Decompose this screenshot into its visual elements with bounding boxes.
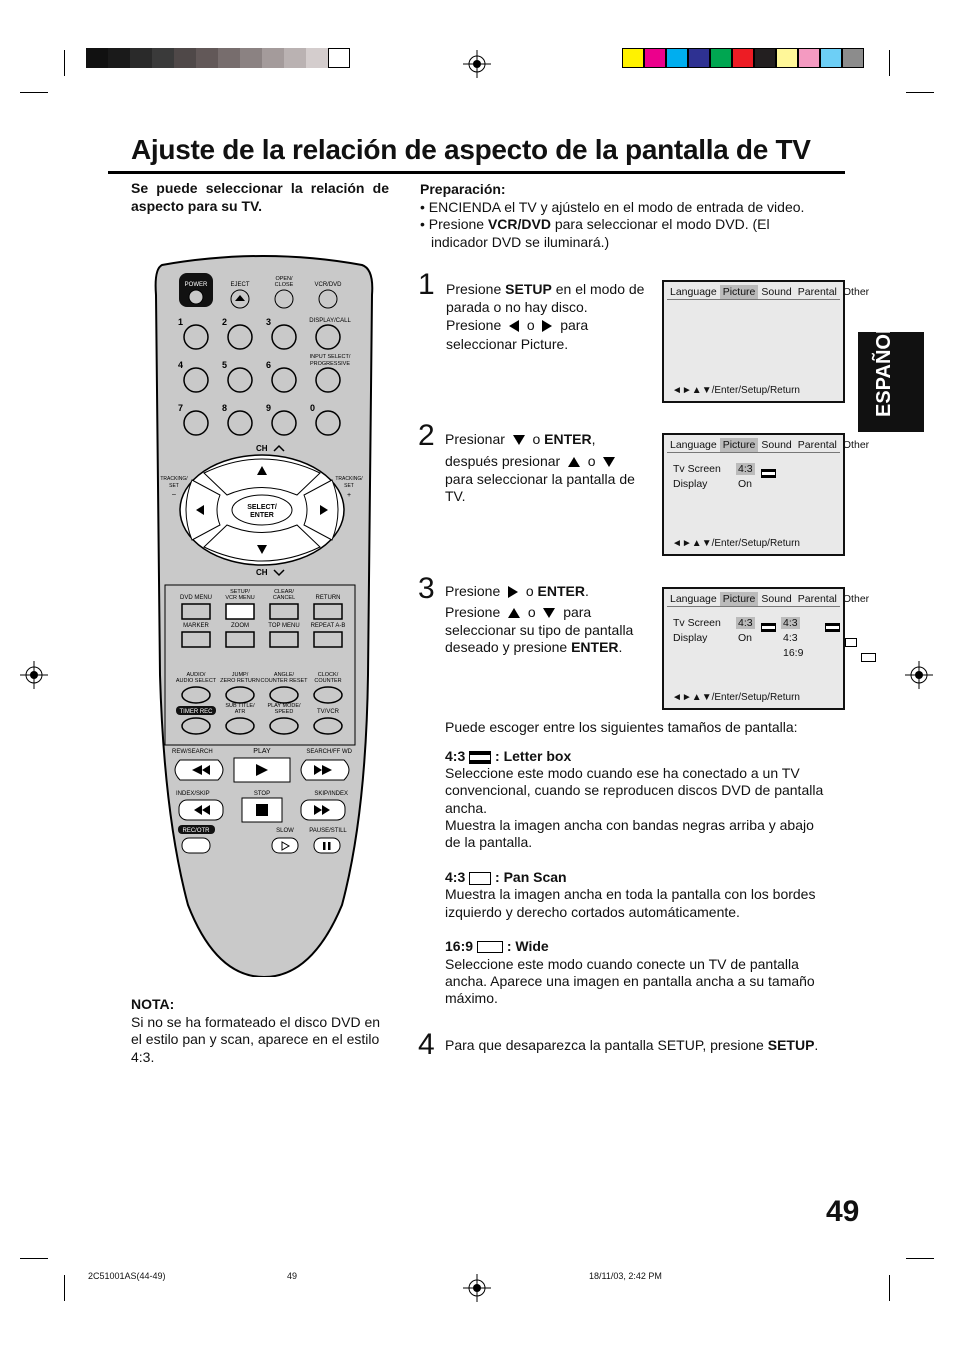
crop-mark xyxy=(889,1275,890,1301)
gray-swatch xyxy=(152,48,174,68)
letterbox-desc-5: de la pantalla. xyxy=(445,834,533,850)
t: para xyxy=(563,604,592,620)
prep-item-2-c: para seleccionar el modo DVD. (El xyxy=(550,216,770,232)
osd-option-wide: 16:9 xyxy=(783,647,804,659)
osd-tab: Language xyxy=(670,593,717,605)
search-ff-label: SEARCH/FF WD xyxy=(306,749,352,755)
down-arrow-icon xyxy=(603,457,615,467)
t: para xyxy=(560,317,589,333)
prep-heading: Preparación: xyxy=(420,181,506,197)
t: : Letter box xyxy=(495,748,572,764)
color-swatch xyxy=(798,48,820,68)
letterbox-desc-3: ancha. xyxy=(445,800,488,816)
step-3-line-1 xyxy=(445,583,589,601)
key-label: TV/VCR xyxy=(316,709,340,715)
osd-display-value: On xyxy=(738,632,753,644)
prep-item-1-text: ENCIENDA el TV y ajústelo en el modo de entrada de video. xyxy=(428,199,805,215)
color-swatch xyxy=(644,48,666,68)
function-key[interactable] xyxy=(182,604,210,619)
osd-display-value: On xyxy=(738,478,753,490)
footer-file: 2C51001AS(44-49) xyxy=(88,1271,166,1281)
osd-tab: Parental xyxy=(797,439,837,451)
osd-tab: Sound xyxy=(761,593,792,605)
function-key[interactable] xyxy=(182,632,210,647)
key-label: VCR MENU xyxy=(225,595,255,601)
gray-swatch xyxy=(240,48,262,68)
footer-date: 18/11/03, 2:42 PM xyxy=(589,1271,662,1281)
gray-swatch xyxy=(306,48,328,68)
key-label: JUMP/ xyxy=(231,672,249,678)
digit-label: 1 xyxy=(178,317,184,327)
color-swatch xyxy=(820,48,842,68)
function-key[interactable] xyxy=(182,687,210,703)
key-label: TIMER REC xyxy=(179,709,213,715)
step-2-number: 2 xyxy=(418,419,435,452)
power-key[interactable] xyxy=(189,290,203,304)
rec-otr-label: REC/OTR xyxy=(182,828,210,834)
input-select-label-2: PROGRESSIVE xyxy=(309,361,351,367)
color-swatch xyxy=(776,48,798,68)
wide-heading xyxy=(445,938,549,956)
step-3-number: 3 xyxy=(418,572,435,605)
function-key[interactable] xyxy=(226,632,254,647)
t: en el modo de xyxy=(551,281,645,297)
left-arrow-icon xyxy=(509,320,519,332)
digit-label: 3 xyxy=(266,317,272,327)
digit-label: 2 xyxy=(222,317,228,327)
power-label: POWER xyxy=(184,282,208,288)
digit-label: 4 xyxy=(178,360,184,370)
registration-target-icon xyxy=(463,1274,491,1302)
t: Presione xyxy=(445,604,501,620)
function-key[interactable] xyxy=(314,632,342,647)
t: Para que desaparezca la pantalla SETUP, presione xyxy=(445,1037,768,1053)
index-skip-label: INDEX/SKIP xyxy=(176,791,210,797)
input-select-label-1: INPUT SELECT/ xyxy=(309,354,351,360)
key-label: SPEED xyxy=(274,709,294,715)
t: , xyxy=(591,431,596,447)
t: : Pan Scan xyxy=(495,869,567,885)
crop-mark xyxy=(20,92,48,93)
right-arrow-icon xyxy=(508,586,518,598)
function-key[interactable] xyxy=(182,718,210,734)
page-title: Ajuste de la relación de aspecto de la pantalla de TV xyxy=(131,134,811,165)
digit-label: 6 xyxy=(266,360,272,370)
step-1-line-2: parada o no hay disco. xyxy=(446,299,588,315)
wide-desc-2: ancha. Aparece una imagen en pantalla ancha a su tamaño xyxy=(445,973,815,989)
t: o xyxy=(525,583,538,599)
enter-key: ENTER xyxy=(544,431,592,447)
digit-label: 0 xyxy=(310,403,316,413)
color-swatch xyxy=(754,48,776,68)
key-label: AUDIO/ xyxy=(186,672,206,678)
letterbox-desc-2: convencional, cuando se reproducen discos DVD de pantalla xyxy=(445,782,824,798)
letterbox-icon xyxy=(469,751,491,764)
digit-button[interactable] xyxy=(316,411,340,435)
t: o xyxy=(532,431,545,447)
step-4-text xyxy=(445,1037,818,1055)
panscan-icon xyxy=(845,638,857,647)
t: 4:3 xyxy=(445,748,466,764)
sizes-intro: Puede escoger entre los siguientes tamaños de pantalla: xyxy=(445,719,798,735)
gray-swatch xyxy=(328,48,350,68)
step-2-line-4: TV. xyxy=(445,488,466,504)
t: . xyxy=(618,639,623,655)
registration-target-icon xyxy=(905,661,933,689)
t: . xyxy=(584,583,589,599)
language-tab xyxy=(858,321,924,432)
prep-item-2-a: Presione xyxy=(428,216,488,232)
letterbox-icon xyxy=(761,469,776,478)
osd-tab: Other xyxy=(842,439,870,451)
osd-tab: Other xyxy=(842,593,870,605)
osd-tab-selected: Picture xyxy=(720,285,759,299)
function-key[interactable] xyxy=(270,687,298,703)
footer-page: 49 xyxy=(287,1271,298,1281)
osd-tab-selected: Picture xyxy=(720,592,759,606)
osd-tv-screen-label: Tv Screen xyxy=(673,463,721,475)
key-label: ANGLE/ xyxy=(273,672,295,678)
pause-icon xyxy=(323,842,326,850)
osd-tabs xyxy=(667,592,870,607)
step-3-line-3: seleccionar su tipo de pantalla xyxy=(445,622,634,638)
registration-target-icon xyxy=(20,661,48,689)
wide-icon xyxy=(861,653,876,662)
open-close-label-2: CLOSE xyxy=(274,282,294,288)
osd-option-panscan: 4:3 xyxy=(783,632,798,644)
step-1-number: 1 xyxy=(418,268,435,301)
note-line-2: el estilo pan y scan, aparece en el estilo xyxy=(131,1031,380,1047)
step-1-line-4: seleccionar Picture. xyxy=(446,336,569,352)
key-label: COUNTER RESET xyxy=(260,678,308,684)
key-label: SUB TITLE/ xyxy=(225,703,255,709)
digit-label: 9 xyxy=(266,403,272,413)
enter-label: ENTER xyxy=(250,512,274,519)
skip-index-label: SKIP/INDEX xyxy=(314,791,348,797)
crop-mark xyxy=(889,50,890,76)
t: Presione xyxy=(445,583,501,599)
letterbox-icon xyxy=(761,623,776,632)
step-4-number: 4 xyxy=(418,1028,435,1061)
pause-still-label: PAUSE/STILL xyxy=(309,828,347,834)
gray-swatch xyxy=(86,48,108,68)
step-2-line-3: para seleccionar la pantalla de xyxy=(445,471,635,487)
gray-swatch xyxy=(130,48,152,68)
key-label: COUNTER xyxy=(314,678,342,684)
digit-label: 8 xyxy=(222,403,228,413)
function-button[interactable] xyxy=(316,325,340,349)
slow-button[interactable] xyxy=(272,838,298,853)
osd-tab: Language xyxy=(670,439,717,451)
pause-button[interactable] xyxy=(314,838,340,853)
remote-control-illustration xyxy=(152,255,377,977)
select-label: SELECT/ xyxy=(247,504,277,511)
gray-swatch xyxy=(218,48,240,68)
crop-mark xyxy=(906,1258,934,1259)
t: . xyxy=(814,1037,819,1053)
step-2-line-1 xyxy=(445,431,596,449)
digit-button[interactable] xyxy=(272,411,296,435)
set-left-label: SET xyxy=(169,483,179,489)
function-button[interactable] xyxy=(316,368,340,392)
key-label: ZERO RETURN xyxy=(220,678,260,684)
wide-desc-1: Seleccione este modo cuando conecte un TV de pantalla xyxy=(445,956,799,972)
t: 4:3 xyxy=(783,617,798,629)
ch-down-label: CH xyxy=(256,568,268,577)
t: o xyxy=(527,604,536,620)
note-line-1: Si no se ha formateado el disco DVD en xyxy=(131,1014,381,1030)
t: deseado y presione xyxy=(445,639,572,655)
function-key[interactable] xyxy=(314,604,342,619)
gray-swatch xyxy=(284,48,306,68)
ch-up-label: CH xyxy=(256,444,268,453)
play-label: PLAY xyxy=(253,748,271,755)
title-rule xyxy=(108,171,845,174)
key-label: REPEAT A-B xyxy=(310,623,346,629)
digit-label: 7 xyxy=(178,403,184,413)
display-call-label: DISPLAY/CALL xyxy=(309,318,351,324)
key-label: RETURN xyxy=(315,595,341,601)
set-right-label: SET xyxy=(344,483,354,489)
step-1-line-1 xyxy=(446,281,644,299)
osd-display-label: Display xyxy=(673,632,708,644)
crop-mark xyxy=(64,50,65,76)
pause-icon xyxy=(328,842,331,850)
color-swatch xyxy=(732,48,754,68)
letterbox-desc-1: Seleccione este modo cuando ese ha conectado a un TV xyxy=(445,765,800,781)
function-key[interactable] xyxy=(226,718,254,734)
down-arrow-icon xyxy=(513,435,525,445)
note-heading: NOTA: xyxy=(131,996,175,1012)
letterbox-desc-4: Muestra la imagen ancha con bandas negras arriba y abajo xyxy=(445,817,814,833)
enter-key: ENTER xyxy=(571,639,619,655)
gray-swatch xyxy=(108,48,130,68)
osd-tv-screen-value xyxy=(736,463,755,475)
osd-tv-screen-value xyxy=(736,617,755,629)
up-arrow-icon xyxy=(508,608,520,618)
t: 4:3 xyxy=(738,617,753,629)
language-tab-label: ESPAÑOL xyxy=(873,321,895,417)
t: 4:3 xyxy=(445,869,466,885)
key-label: MARKER xyxy=(183,623,209,629)
t: o xyxy=(526,317,535,333)
osd-footer: ◄►▲▼/Enter/Setup/Return xyxy=(672,538,800,549)
prep-item-2-b: VCR/DVD xyxy=(487,216,551,232)
t: o xyxy=(587,453,596,469)
color-swatch xyxy=(666,48,688,68)
osd-tab: Parental xyxy=(797,286,837,298)
osd-tab: Language xyxy=(670,286,717,298)
osd-display-label: Display xyxy=(673,478,708,490)
step-3-line-4 xyxy=(445,639,622,657)
key-label: CLEAR/ xyxy=(274,589,294,595)
crop-mark xyxy=(906,92,934,93)
osd-tabs xyxy=(667,438,870,453)
letterbox-heading xyxy=(445,748,571,766)
osd-tab-selected: Picture xyxy=(720,438,759,452)
color-swatch xyxy=(622,48,644,68)
osd-footer: ◄►▲▼/Enter/Setup/Return xyxy=(672,385,800,396)
digit-button[interactable] xyxy=(228,368,252,392)
intro-text: Se puede seleccionar la relación de aspecto para su TV. xyxy=(131,180,389,214)
osd-screen-3 xyxy=(662,587,870,710)
t: después presionar xyxy=(445,453,561,469)
plus-label: + xyxy=(346,492,352,499)
osd-tab: Sound xyxy=(761,439,792,451)
open-close-label-1: OPEN/ xyxy=(275,276,293,282)
function-key[interactable] xyxy=(314,687,342,703)
t: Presione xyxy=(446,317,502,333)
digit-label: 5 xyxy=(222,360,228,370)
stop-icon xyxy=(256,804,268,816)
function-key[interactable] xyxy=(226,687,254,703)
registration-target-icon xyxy=(463,50,491,78)
function-key[interactable] xyxy=(270,604,298,619)
gray-swatch xyxy=(174,48,196,68)
vcr-dvd-button[interactable] xyxy=(319,290,337,308)
wide-icon xyxy=(477,941,503,953)
step-2-line-2 xyxy=(445,453,615,471)
letterbox-icon xyxy=(825,623,840,632)
key-label: CLOCK/ xyxy=(317,672,339,678)
open-close-button[interactable] xyxy=(275,290,293,308)
prep-item-2-cont: indicador DVD se iluminará.) xyxy=(431,234,610,250)
rew-search-label: REW/SEARCH xyxy=(172,749,213,755)
note-line-3: 4:3. xyxy=(131,1049,155,1065)
setup-key: SETUP xyxy=(767,1037,815,1053)
t: 4:3 xyxy=(738,463,753,475)
function-key[interactable] xyxy=(314,718,342,734)
key-label: ATR xyxy=(234,709,246,715)
digit-button[interactable] xyxy=(184,368,208,392)
wide-desc-3: máximo. xyxy=(445,990,498,1006)
up-arrow-icon xyxy=(568,457,580,467)
panscan-icon xyxy=(469,872,491,885)
digit-button[interactable] xyxy=(184,325,208,349)
crop-mark xyxy=(64,1275,65,1301)
panscan-heading xyxy=(445,869,567,887)
osd-tv-screen-label: Tv Screen xyxy=(673,617,721,629)
osd-screen-2 xyxy=(662,433,870,556)
vcr-dvd-label: VCR/DVD xyxy=(314,282,342,288)
color-swatch xyxy=(710,48,732,68)
t: 16:9 xyxy=(445,938,474,954)
key-label: PLAY MODE/ xyxy=(267,703,301,709)
osd-screen-1 xyxy=(662,280,870,403)
step-1-line-3 xyxy=(446,317,588,335)
osd-tab: Parental xyxy=(797,593,837,605)
crop-mark xyxy=(20,1258,48,1259)
key-label: TOP MENU xyxy=(268,623,300,629)
key-label: SETUP/ xyxy=(230,589,250,595)
rec-otr-button[interactable] xyxy=(182,838,210,853)
key-label: DVD MENU xyxy=(179,595,213,601)
panscan-desc-2: izquierdo y derecho cortados automáticamente. xyxy=(445,904,740,920)
right-arrow-icon xyxy=(542,320,552,332)
key-label: ZOOM xyxy=(231,623,249,629)
digit-button[interactable] xyxy=(228,325,252,349)
digit-button[interactable] xyxy=(184,411,208,435)
minus-label: – xyxy=(172,491,176,498)
enter-key: ENTER xyxy=(537,583,585,599)
down-arrow-icon xyxy=(543,608,555,618)
gray-swatch xyxy=(262,48,284,68)
prep-item-1: • ENCIENDA el TV y ajústelo en el modo de entrada de video. xyxy=(420,199,805,215)
color-swatch xyxy=(688,48,710,68)
t: Presione xyxy=(446,281,506,297)
osd-footer: ◄►▲▼/Enter/Setup/Return xyxy=(672,692,800,703)
tracking-right-label: TRACKING/ xyxy=(335,476,363,482)
digit-button[interactable] xyxy=(272,325,296,349)
osd-tabs xyxy=(667,285,870,300)
prep-item-2: • Presione VCR/DVD para seleccionar el modo DVD. (El xyxy=(420,216,770,232)
t: : Wide xyxy=(506,938,549,954)
digit-button[interactable] xyxy=(272,368,296,392)
function-key[interactable] xyxy=(270,632,298,647)
osd-tab: Other xyxy=(842,286,870,298)
eject-label: EJECT xyxy=(230,282,250,288)
function-key[interactable] xyxy=(226,604,254,619)
gray-swatch xyxy=(196,48,218,68)
stop-label: STOP xyxy=(253,791,271,797)
osd-tab: Sound xyxy=(761,286,792,298)
slow-label: SLOW xyxy=(276,828,294,834)
panscan-desc-1: Muestra la imagen ancha en toda la pantalla con los bordes xyxy=(445,886,816,902)
function-key[interactable] xyxy=(270,718,298,734)
page-number: 49 xyxy=(826,1195,860,1228)
step-3-line-2 xyxy=(445,604,591,622)
color-swatch xyxy=(842,48,864,68)
key-label: CANCEL xyxy=(272,595,296,601)
digit-button[interactable] xyxy=(228,411,252,435)
tracking-left-label: TRACKING/ xyxy=(160,476,188,482)
setup-key: SETUP xyxy=(505,281,552,297)
key-label: AUDIO SELECT xyxy=(175,678,217,684)
osd-option-letterbox xyxy=(781,617,800,629)
t: Presionar xyxy=(445,431,505,447)
